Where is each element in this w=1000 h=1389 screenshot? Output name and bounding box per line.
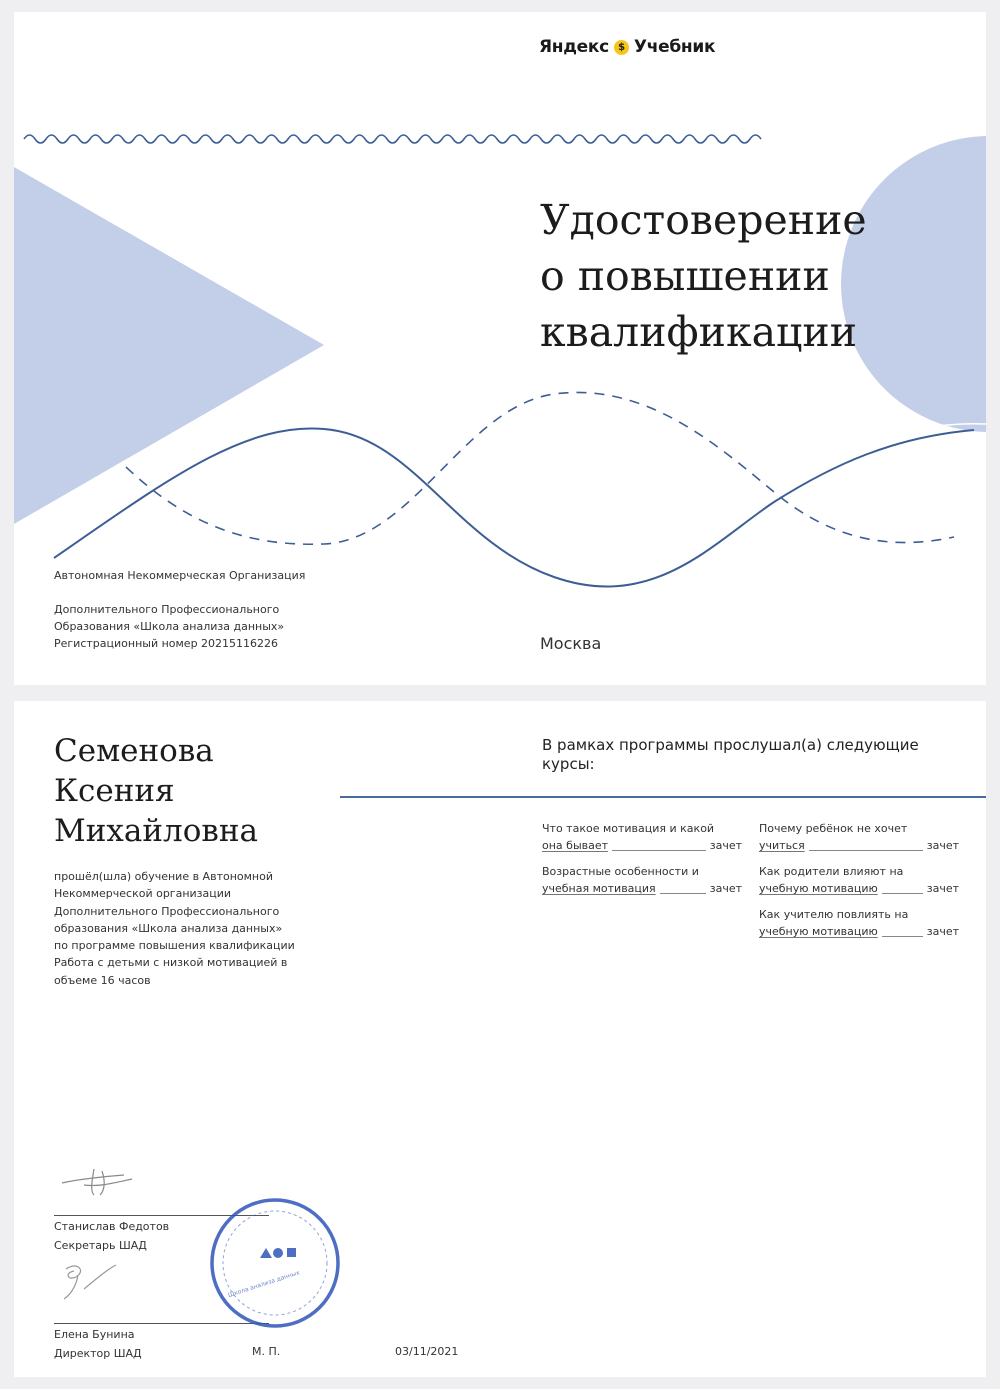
course-item <box>759 863 959 897</box>
title-line: о повышении <box>540 252 830 300</box>
stamp-place-label: М. П. <box>252 1345 281 1358</box>
org-details <box>54 601 284 652</box>
org-line: Образования «Школа анализа данных» <box>54 620 285 633</box>
surname: Семенова <box>54 733 214 769</box>
certificate-title <box>540 192 970 360</box>
section-divider <box>340 796 986 798</box>
decor-dashed-wave <box>126 392 954 544</box>
course-title-line2: она бывает <box>542 839 609 852</box>
course-title-line1: Почему ребёнок не хочет <box>759 822 908 835</box>
stamp-square-icon <box>287 1248 296 1257</box>
decor-triangle <box>14 167 324 524</box>
course-grade: зачет <box>926 925 959 938</box>
org-line: Дополнительного Профессионального <box>54 603 280 616</box>
signatory-role: Секретарь ШАД <box>54 1239 147 1252</box>
training-description: прошёл(шла) обучение в Автономной Некоммерческой организации Дополнительного Профессионального образования «Школа анализа данных» по программе повышения квалификации Работа с детьми с низкой мотивацией в объеме 16 часов <box>54 870 295 987</box>
signature-fedotov <box>54 1161 154 1201</box>
signatory-name: Станислав Федотов <box>54 1220 170 1233</box>
city: Москва <box>540 634 602 653</box>
decor-top-wave <box>24 135 761 143</box>
certificate-inside-page <box>14 701 986 1377</box>
course-grade: зачет <box>709 839 742 852</box>
signature-bunina <box>54 1259 134 1304</box>
course-title-line2: учебную мотивацию <box>759 882 878 895</box>
certificate-cover-page <box>14 12 986 685</box>
decor-solid-wave <box>54 428 974 586</box>
course-blank-line <box>809 850 923 851</box>
courses-heading: В рамках программы прослушал(а) следующие курсы: <box>542 736 919 773</box>
yandex-uchebnik-logo <box>539 37 715 57</box>
issue-date: 03/11/2021 <box>395 1345 459 1358</box>
course-grade: зачет <box>926 882 959 895</box>
logo-brand: Яндекс <box>539 37 609 57</box>
stamp-circle-icon <box>273 1248 283 1258</box>
course-title-line2: учебную мотивацию <box>759 925 878 938</box>
signatory-director <box>54 1325 142 1363</box>
course-blank-line <box>882 936 923 937</box>
course-blank-line <box>882 893 923 894</box>
org-name: Автономная Некоммерческая Организация <box>54 569 306 582</box>
recipient-full-name <box>54 731 258 851</box>
course-title-line1: Как родители влияют на <box>759 865 904 878</box>
signatory-secretary <box>54 1217 169 1255</box>
course-blank-line <box>612 850 706 851</box>
course-title-line2: учиться <box>759 839 805 852</box>
course-item <box>759 820 959 854</box>
course-title-line1: Как учителю повлиять на <box>759 908 909 921</box>
official-stamp <box>208 1196 343 1331</box>
course-grade: зачет <box>926 839 959 852</box>
signatory-role: Директор ШАД <box>54 1347 142 1360</box>
registration-number: Регистрационный номер 20215116226 <box>54 637 279 650</box>
coin-glyph: $ <box>618 41 625 53</box>
course-grade: зачет <box>709 882 742 895</box>
course-blank-line <box>660 893 706 894</box>
stamp-text: Школа анализа данных <box>227 1269 301 1300</box>
course-item <box>542 820 742 854</box>
course-title-line1: Что такое мотивация и какой <box>542 822 715 835</box>
signatory-name: Елена Бунина <box>54 1328 135 1341</box>
stamp-triangle-icon <box>260 1248 272 1258</box>
title-line: квалификации <box>540 308 858 356</box>
logo-product: Учебник <box>633 37 716 57</box>
course-title-line1: Возрастные особенности и <box>542 865 699 878</box>
course-item <box>542 863 742 897</box>
course-item <box>759 906 959 940</box>
coin-icon <box>614 40 629 55</box>
course-title-line2: учебная мотивация <box>542 882 656 895</box>
title-line: Удостоверение <box>540 196 867 244</box>
patronymic: Михайловна <box>54 813 258 849</box>
first-name: Ксения <box>54 773 175 809</box>
